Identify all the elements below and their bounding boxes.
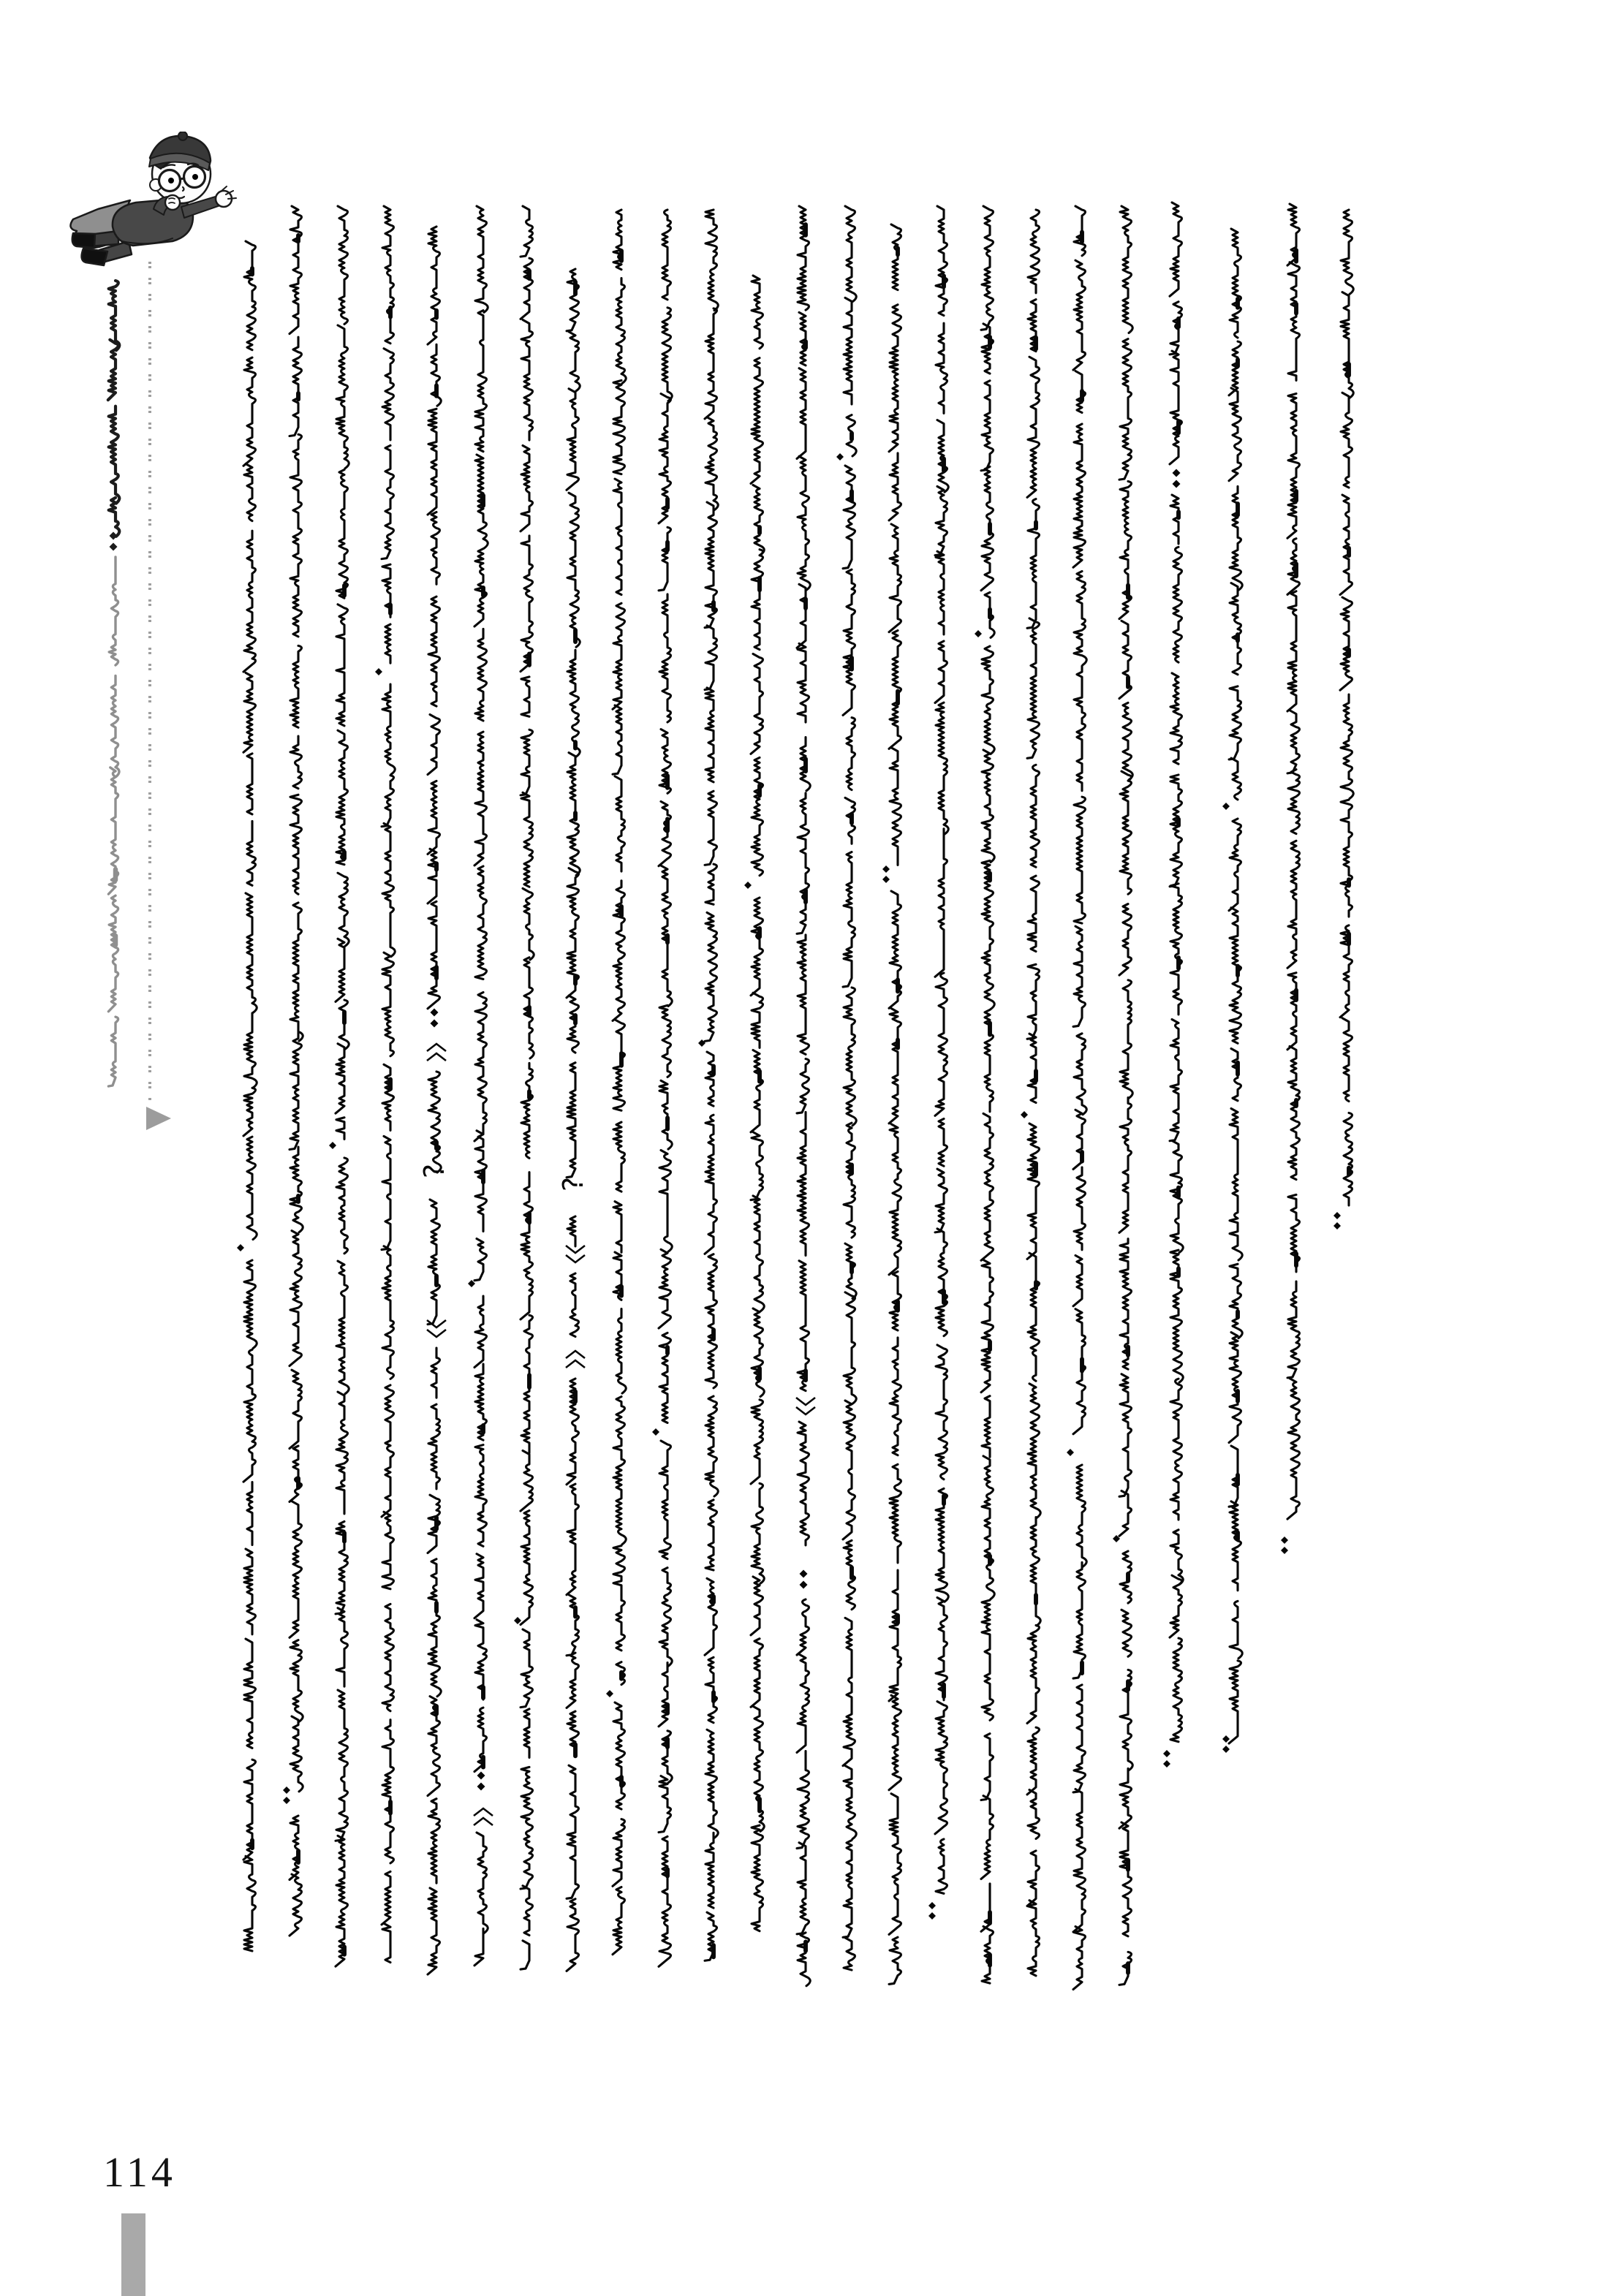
- svg-text:?: ?: [557, 1176, 589, 1192]
- page-edge-tab: [121, 2213, 145, 2296]
- page-number: 114: [103, 2148, 176, 2196]
- svg-text:?: ?: [418, 1163, 450, 1179]
